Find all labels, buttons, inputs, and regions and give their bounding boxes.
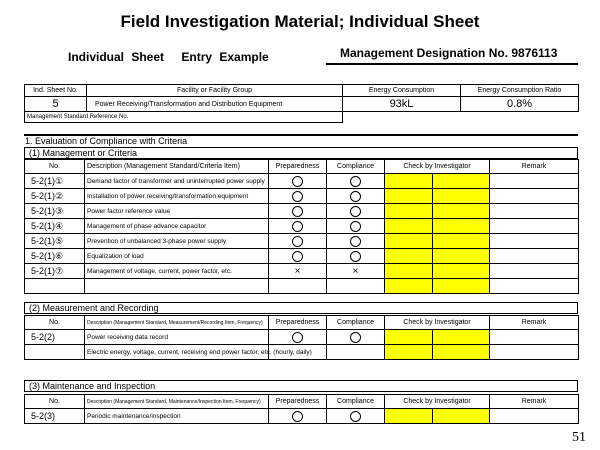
col-sheet-no: Ind. Sheet No. <box>25 85 87 97</box>
circle-mark-icon <box>292 411 303 422</box>
table-row <box>25 279 579 294</box>
table-row <box>25 249 579 264</box>
circle-mark-icon <box>350 251 361 262</box>
investigator-check-cell[interactable] <box>433 345 490 360</box>
ref-label: Management Standard Reference No. <box>25 112 343 123</box>
investigator-check-cell[interactable] <box>385 330 433 345</box>
investigator-check-cell[interactable] <box>385 264 433 279</box>
circle-mark-icon <box>350 206 361 217</box>
subtitle-left: Individual Sheet <box>68 50 165 64</box>
circle-mark-icon <box>350 221 361 232</box>
investigator-check-cell[interactable] <box>385 219 433 234</box>
header-table <box>24 84 579 123</box>
row-number: 5-2(1)③ <box>25 204 85 219</box>
investigator-check-cell[interactable] <box>385 204 433 219</box>
row-number: 5-2(1)⑦ <box>25 264 85 279</box>
circle-mark-icon <box>350 332 361 343</box>
investigator-check-cell[interactable] <box>385 234 433 249</box>
row-description: Power factor reference value <box>85 204 269 219</box>
circle-mark-icon <box>292 191 303 202</box>
section-table: No. Description (Management Standard, Maintenance/Inspection Item, Frequency) Preparedness Compliance Check by Investigator Remark 5-2(3) Periodic maintenance/inspection <box>24 394 579 424</box>
table-row <box>25 330 579 345</box>
remark-cell[interactable] <box>490 174 579 189</box>
table-row <box>25 189 579 204</box>
circle-mark-icon <box>350 176 361 187</box>
investigator-check-cell[interactable] <box>433 249 490 264</box>
remark-cell[interactable] <box>490 330 579 345</box>
row-description: Management of phase advance capacitor <box>85 219 269 234</box>
circle-mark-icon <box>292 332 303 343</box>
row-number: 5-2(1)④ <box>25 219 85 234</box>
row-description: Equalization of load <box>85 249 269 264</box>
investigator-check-cell[interactable] <box>433 204 490 219</box>
remark-cell[interactable] <box>490 345 579 360</box>
section-table: No. Description (Management Standard, Measurement/Recording Item, Frequency) Preparedness Compliance Check by Investigator Remark 5-2(2) Power receiving data record Electric energy, voltage, current, receiving end power factor, etc. (hourly, daily) <box>24 315 579 360</box>
col-facility: Facility or Facility Group <box>87 85 343 97</box>
row-number: 5-2(1)⑥ <box>25 249 85 264</box>
section-table: No. Description (Management Standard/Criteria Item) Preparedness Compliance Check by Investigator Remark 5-2(1)① Demand factor of transformer and uninterrupted power supply 5-2(1)② Installation of power receiving/transformation equipment 5-2(1)③ Power factor reference value 5-2(1)④ Management of phase advance capacitor 5-2(1)⑤ Prevention of unbalanced 3-phase power supply 5-2(1)⑥ Equalization of load 5-2(1)⑦ Management of voltage, current, power factor, etc. × × <box>24 159 579 294</box>
investigator-check-cell[interactable] <box>385 249 433 264</box>
row-number: 5-2(2) <box>25 330 85 345</box>
sheet-no-value: 5 <box>25 97 87 112</box>
row-description: Periodic maintenance/inspection <box>85 409 269 424</box>
ratio-value: 0.8% <box>461 97 579 112</box>
remark-cell[interactable] <box>490 409 579 424</box>
page-number: 51 <box>572 430 586 445</box>
cross-mark-icon: × <box>352 265 359 277</box>
table-row <box>25 409 579 424</box>
row-number: 5-2(1)① <box>25 174 85 189</box>
row-description: Management of voltage, current, power factor, etc. <box>85 264 269 279</box>
circle-mark-icon <box>292 221 303 232</box>
circle-mark-icon <box>350 191 361 202</box>
investigator-check-cell[interactable] <box>433 219 490 234</box>
table-row <box>25 204 579 219</box>
investigator-check-cell[interactable] <box>433 409 490 424</box>
subtitle-right: Entry Example <box>181 50 269 64</box>
divider <box>326 63 578 65</box>
remark-cell[interactable] <box>490 234 579 249</box>
section-heading: (2) Measurement and Recording <box>24 302 578 314</box>
remark-cell[interactable] <box>490 249 579 264</box>
remark-cell[interactable] <box>490 219 579 234</box>
investigator-check-cell[interactable] <box>433 264 490 279</box>
table-row <box>25 174 579 189</box>
investigator-check-cell[interactable] <box>433 174 490 189</box>
row-number <box>25 345 85 360</box>
row-number: 5-2(1)⑤ <box>25 234 85 249</box>
circle-mark-icon <box>350 411 361 422</box>
table-row <box>25 264 579 279</box>
investigator-check-cell[interactable] <box>433 234 490 249</box>
circle-mark-icon <box>292 251 303 262</box>
row-number: 5-2(1)② <box>25 189 85 204</box>
row-description: Prevention of unbalanced 3-phase power supply <box>85 234 269 249</box>
row-description: Power receiving data record <box>85 330 269 345</box>
remark-cell[interactable] <box>490 264 579 279</box>
circle-mark-icon <box>292 236 303 247</box>
col-energy: Energy Consumption <box>343 85 461 97</box>
row-description: Demand factor of transformer and uninterrupted power supply <box>85 174 269 189</box>
remark-cell[interactable] <box>490 204 579 219</box>
investigator-check-cell[interactable] <box>385 189 433 204</box>
management-designation: Management Designation No. 9876113 <box>340 46 558 60</box>
investigator-check-cell[interactable] <box>433 330 490 345</box>
investigator-check-cell[interactable] <box>433 189 490 204</box>
table-row <box>25 345 579 360</box>
remark-cell[interactable] <box>490 189 579 204</box>
energy-value: 93kL <box>343 97 461 112</box>
investigator-check-cell[interactable] <box>385 345 433 360</box>
section-heading: (1) Management or Criteria <box>24 147 578 159</box>
section-1-title: 1. Evaluation of Compliance with Criteria <box>24 134 578 146</box>
cross-mark-icon: × <box>294 265 301 277</box>
facility-value: Power Receiving/Transformation and Distribution Equipment <box>87 97 343 112</box>
subtitle <box>68 50 269 64</box>
circle-mark-icon <box>292 176 303 187</box>
investigator-check-cell[interactable] <box>385 174 433 189</box>
section-heading: (3) Maintenance and Inspection <box>24 380 578 392</box>
table-row <box>25 234 579 249</box>
investigator-check-cell[interactable] <box>385 409 433 424</box>
circle-mark-icon <box>350 236 361 247</box>
row-number: 5-2(3) <box>25 409 85 424</box>
page-title: Field Investigation Material; Individual Sheet <box>120 12 480 31</box>
table-row <box>25 219 579 234</box>
row-description: Electric energy, voltage, current, receiving end power factor, etc. (hourly, daily) <box>85 345 269 360</box>
circle-mark-icon <box>292 206 303 217</box>
row-description: Installation of power receiving/transformation equipment <box>85 189 269 204</box>
col-ratio: Energy Consumption Ratio <box>461 85 579 97</box>
